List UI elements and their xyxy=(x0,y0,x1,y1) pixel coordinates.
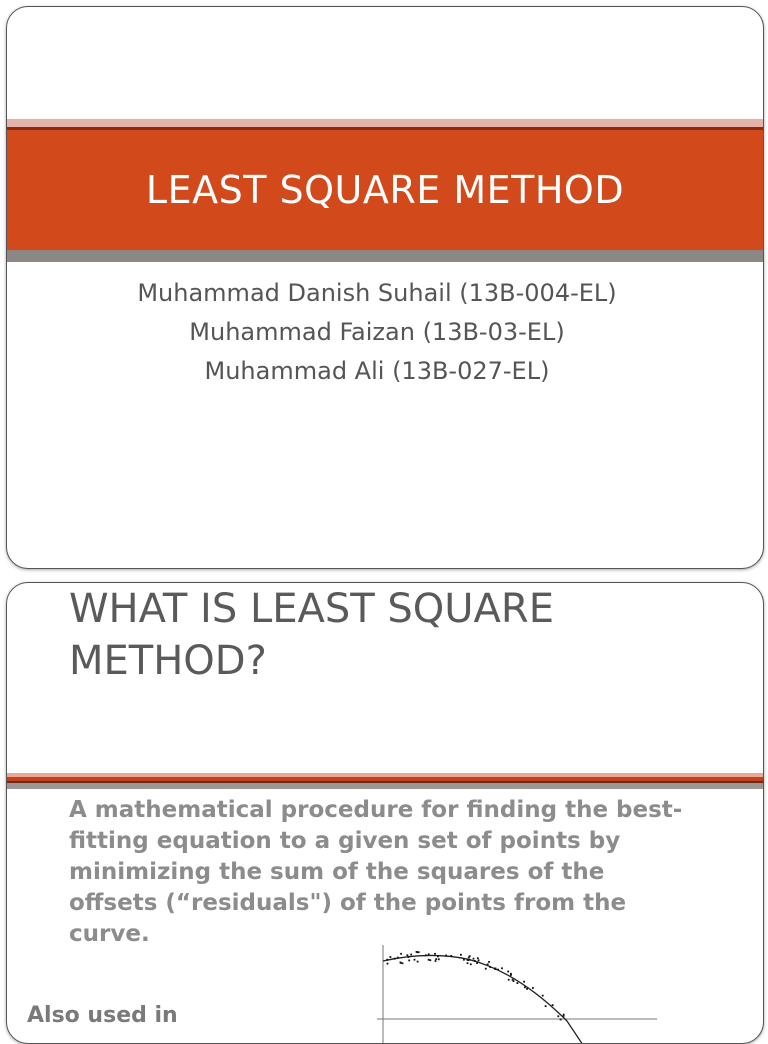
scatter-point xyxy=(386,959,388,961)
scatter-point xyxy=(410,954,412,956)
slide-title xyxy=(6,6,764,569)
scatter-point xyxy=(485,968,487,970)
scatter-point xyxy=(428,953,430,955)
scatter-point xyxy=(513,980,515,982)
title-band xyxy=(7,130,763,250)
scatter-point xyxy=(524,986,526,988)
scatter-point xyxy=(507,971,509,973)
scatter-point xyxy=(460,954,462,956)
slide-heading: WHAT IS LEAST SQUARE METHOD? xyxy=(69,586,554,684)
scatter-point xyxy=(387,963,389,965)
also-used-text: Also used in xyxy=(27,1003,178,1028)
author-name: Muhammad Ali (13B-027-EL) xyxy=(204,357,550,385)
scatter-point xyxy=(390,956,392,958)
scatter-point xyxy=(523,981,525,983)
scatter-point xyxy=(470,963,472,965)
scatter-point xyxy=(414,959,416,961)
title-band-bottom-stripe xyxy=(7,250,763,262)
scatter-point xyxy=(417,961,419,963)
scatter-point xyxy=(557,1015,559,1017)
author-list xyxy=(107,277,647,394)
scatter-point xyxy=(400,953,402,955)
scatter-point xyxy=(474,960,476,962)
scatter-point xyxy=(425,954,427,956)
author-name: Muhammad Faizan (13B-03-EL) xyxy=(189,318,565,346)
least-squares-figure xyxy=(367,945,667,1044)
presentation-title: LEAST SQUARE METHOD xyxy=(145,168,625,212)
scatter-point xyxy=(407,954,409,956)
scatter-point xyxy=(489,966,491,968)
scatter-point xyxy=(563,1015,565,1017)
scatter-point xyxy=(501,967,503,969)
scatter-point xyxy=(469,959,471,961)
scatter-point xyxy=(463,959,465,961)
scatter-point xyxy=(487,964,489,966)
scatter-point xyxy=(469,955,471,957)
scatter-point xyxy=(497,969,499,971)
scatter-point xyxy=(477,957,479,959)
scatter-point xyxy=(428,959,430,961)
slide-definition xyxy=(6,582,764,1044)
scatter-point xyxy=(542,995,544,997)
scatter-point xyxy=(510,974,512,976)
scatter-point xyxy=(488,961,490,963)
scatter-point xyxy=(437,956,439,958)
scatter-point xyxy=(517,982,519,984)
scatter-point xyxy=(450,955,452,957)
scatter-points xyxy=(386,951,564,1020)
scatter-point xyxy=(435,960,437,962)
scatter-point xyxy=(508,979,510,981)
author-name: Muhammad Danish Suhail (13B-004-EL) xyxy=(137,279,617,307)
scatter-point xyxy=(438,958,440,960)
scatter-point xyxy=(552,1004,554,1006)
scatter-point xyxy=(467,959,469,961)
scatter-point xyxy=(416,951,418,953)
scatter-point xyxy=(435,958,437,960)
fitted-curve xyxy=(383,955,583,1044)
scatter-point xyxy=(408,956,410,958)
divider-band-bottom xyxy=(7,783,763,789)
scatter-point xyxy=(478,959,480,961)
scatter-point xyxy=(545,1005,547,1007)
scatter-point xyxy=(397,957,399,959)
scatter-point xyxy=(408,960,410,962)
scatter-point xyxy=(467,962,469,964)
scatter-point xyxy=(532,987,534,989)
scatter-point xyxy=(400,962,402,964)
scatter-point xyxy=(434,953,436,955)
definition-text: A mathematical procedure for finding the best-fitting equation to a given set of points by minimizing the sum of the squares of the offsets (“residuals") of the points from the curve. xyxy=(69,797,683,947)
scatter-point xyxy=(473,958,475,960)
scatter-point xyxy=(476,962,478,964)
scatter-point xyxy=(526,988,528,990)
scatter-point xyxy=(402,962,404,964)
scatter-point xyxy=(560,1019,562,1021)
scatter-point xyxy=(445,955,447,957)
scatter-point xyxy=(394,958,396,960)
scatter-point xyxy=(429,959,431,961)
scatter-point xyxy=(494,968,496,970)
